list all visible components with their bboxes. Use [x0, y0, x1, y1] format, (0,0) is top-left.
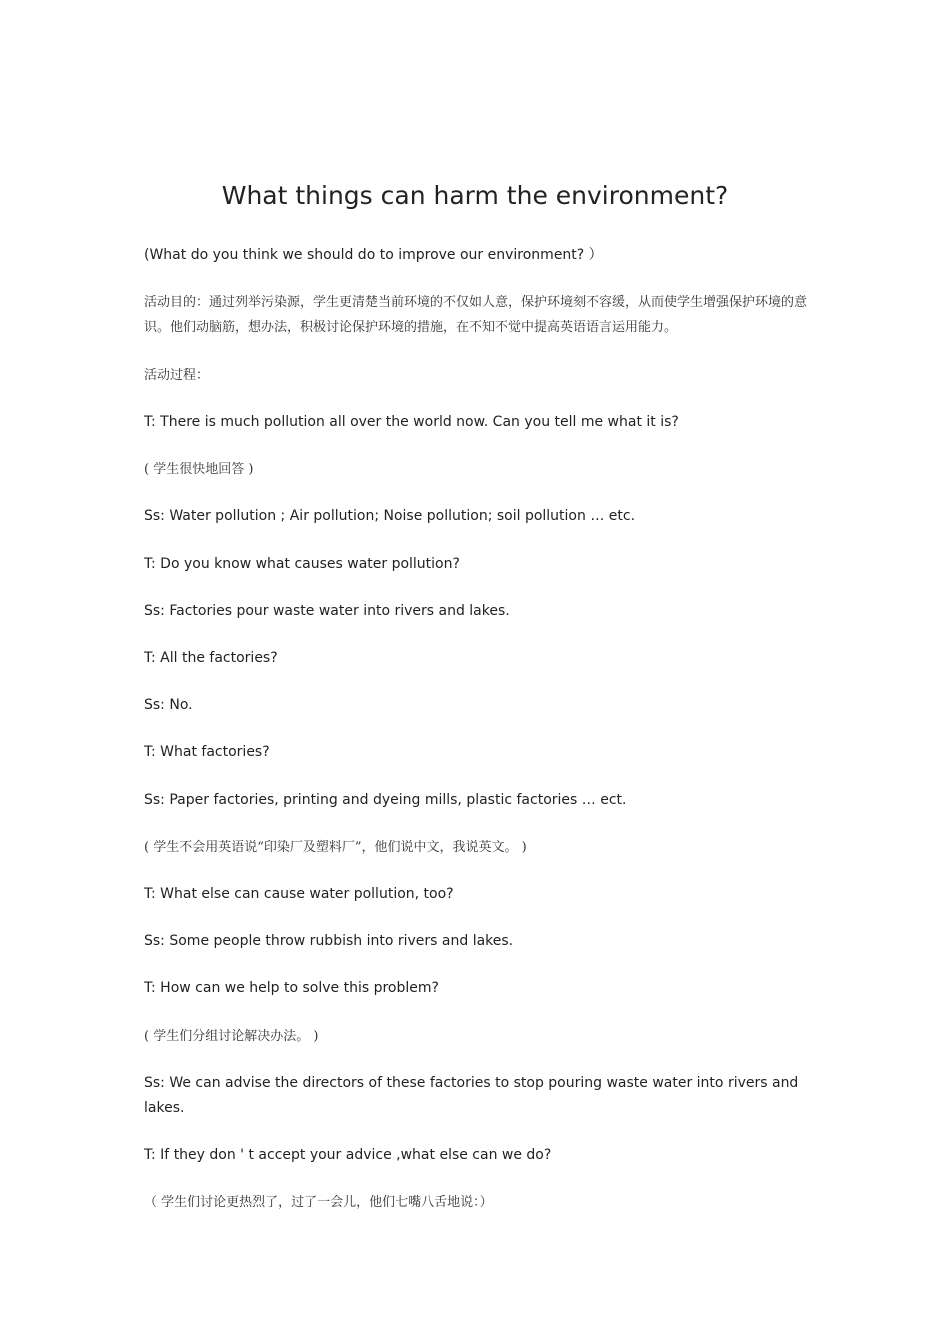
- dialogue-line: T: If they don ' t accept your advice ,what else can we do?: [144, 1147, 552, 1163]
- activity-process-heading: 活动过程：: [144, 368, 210, 383]
- dialogue-line: T: There is much pollution all over the world now. Can you tell me what it is?: [144, 414, 679, 430]
- dialogue-line: Ss: Some people throw rubbish into rivers and lakes.: [144, 933, 514, 949]
- document-title: What things can harm the environment?: [221, 181, 729, 210]
- stage-note: （ 学生们讨论更热烈了，过了一会儿，他们七嘴八舌地说：）: [144, 1195, 493, 1210]
- stage-note: ( 学生们分组讨论解决办法。 ): [144, 1029, 319, 1044]
- dialogue-line: Ss: Factories pour waste water into rivers and lakes.: [144, 603, 510, 619]
- stage-note: ( 学生很快地回答 ): [144, 462, 254, 477]
- dialogue-line: T: Do you know what causes water pollution?: [144, 556, 460, 572]
- dialogue-line: Ss: Water pollution ; Air pollution; Noise pollution; soil pollution … etc.: [144, 508, 636, 524]
- dialogue-line: T: How can we help to solve this problem?: [144, 980, 439, 996]
- dialogue-line: Ss: No.: [144, 697, 193, 713]
- dialogue-line: T: All the factories?: [144, 650, 278, 666]
- stage-note: ( 学生不会用英语说“印染厂及塑料厂”，他们说中文，我说英文。 ): [144, 840, 527, 855]
- activity-purpose: 活动目的：通过列举污染源，学生更清楚当前环境的不仅如人意，保护环境刻不容缓，从而使学生增强保护环境的意识。他们动脑筋，想办法，积极讨论保护环境的措施，在不知不觉中提高英语语言运用能力。: [144, 295, 808, 335]
- dialogue-line: Ss: We can advise the directors of these factories to stop pouring waste water into rivers and lakes.: [144, 1075, 799, 1116]
- dialogue-line: T: What else can cause water pollution, too?: [144, 886, 454, 902]
- dialogue-line: T: What factories?: [144, 744, 270, 760]
- dialogue-line: Ss: Paper factories, printing and dyeing mills, plastic factories … ect.: [144, 792, 627, 808]
- subtitle-question: (What do you think we should do to improve our environment? ）: [144, 247, 603, 263]
